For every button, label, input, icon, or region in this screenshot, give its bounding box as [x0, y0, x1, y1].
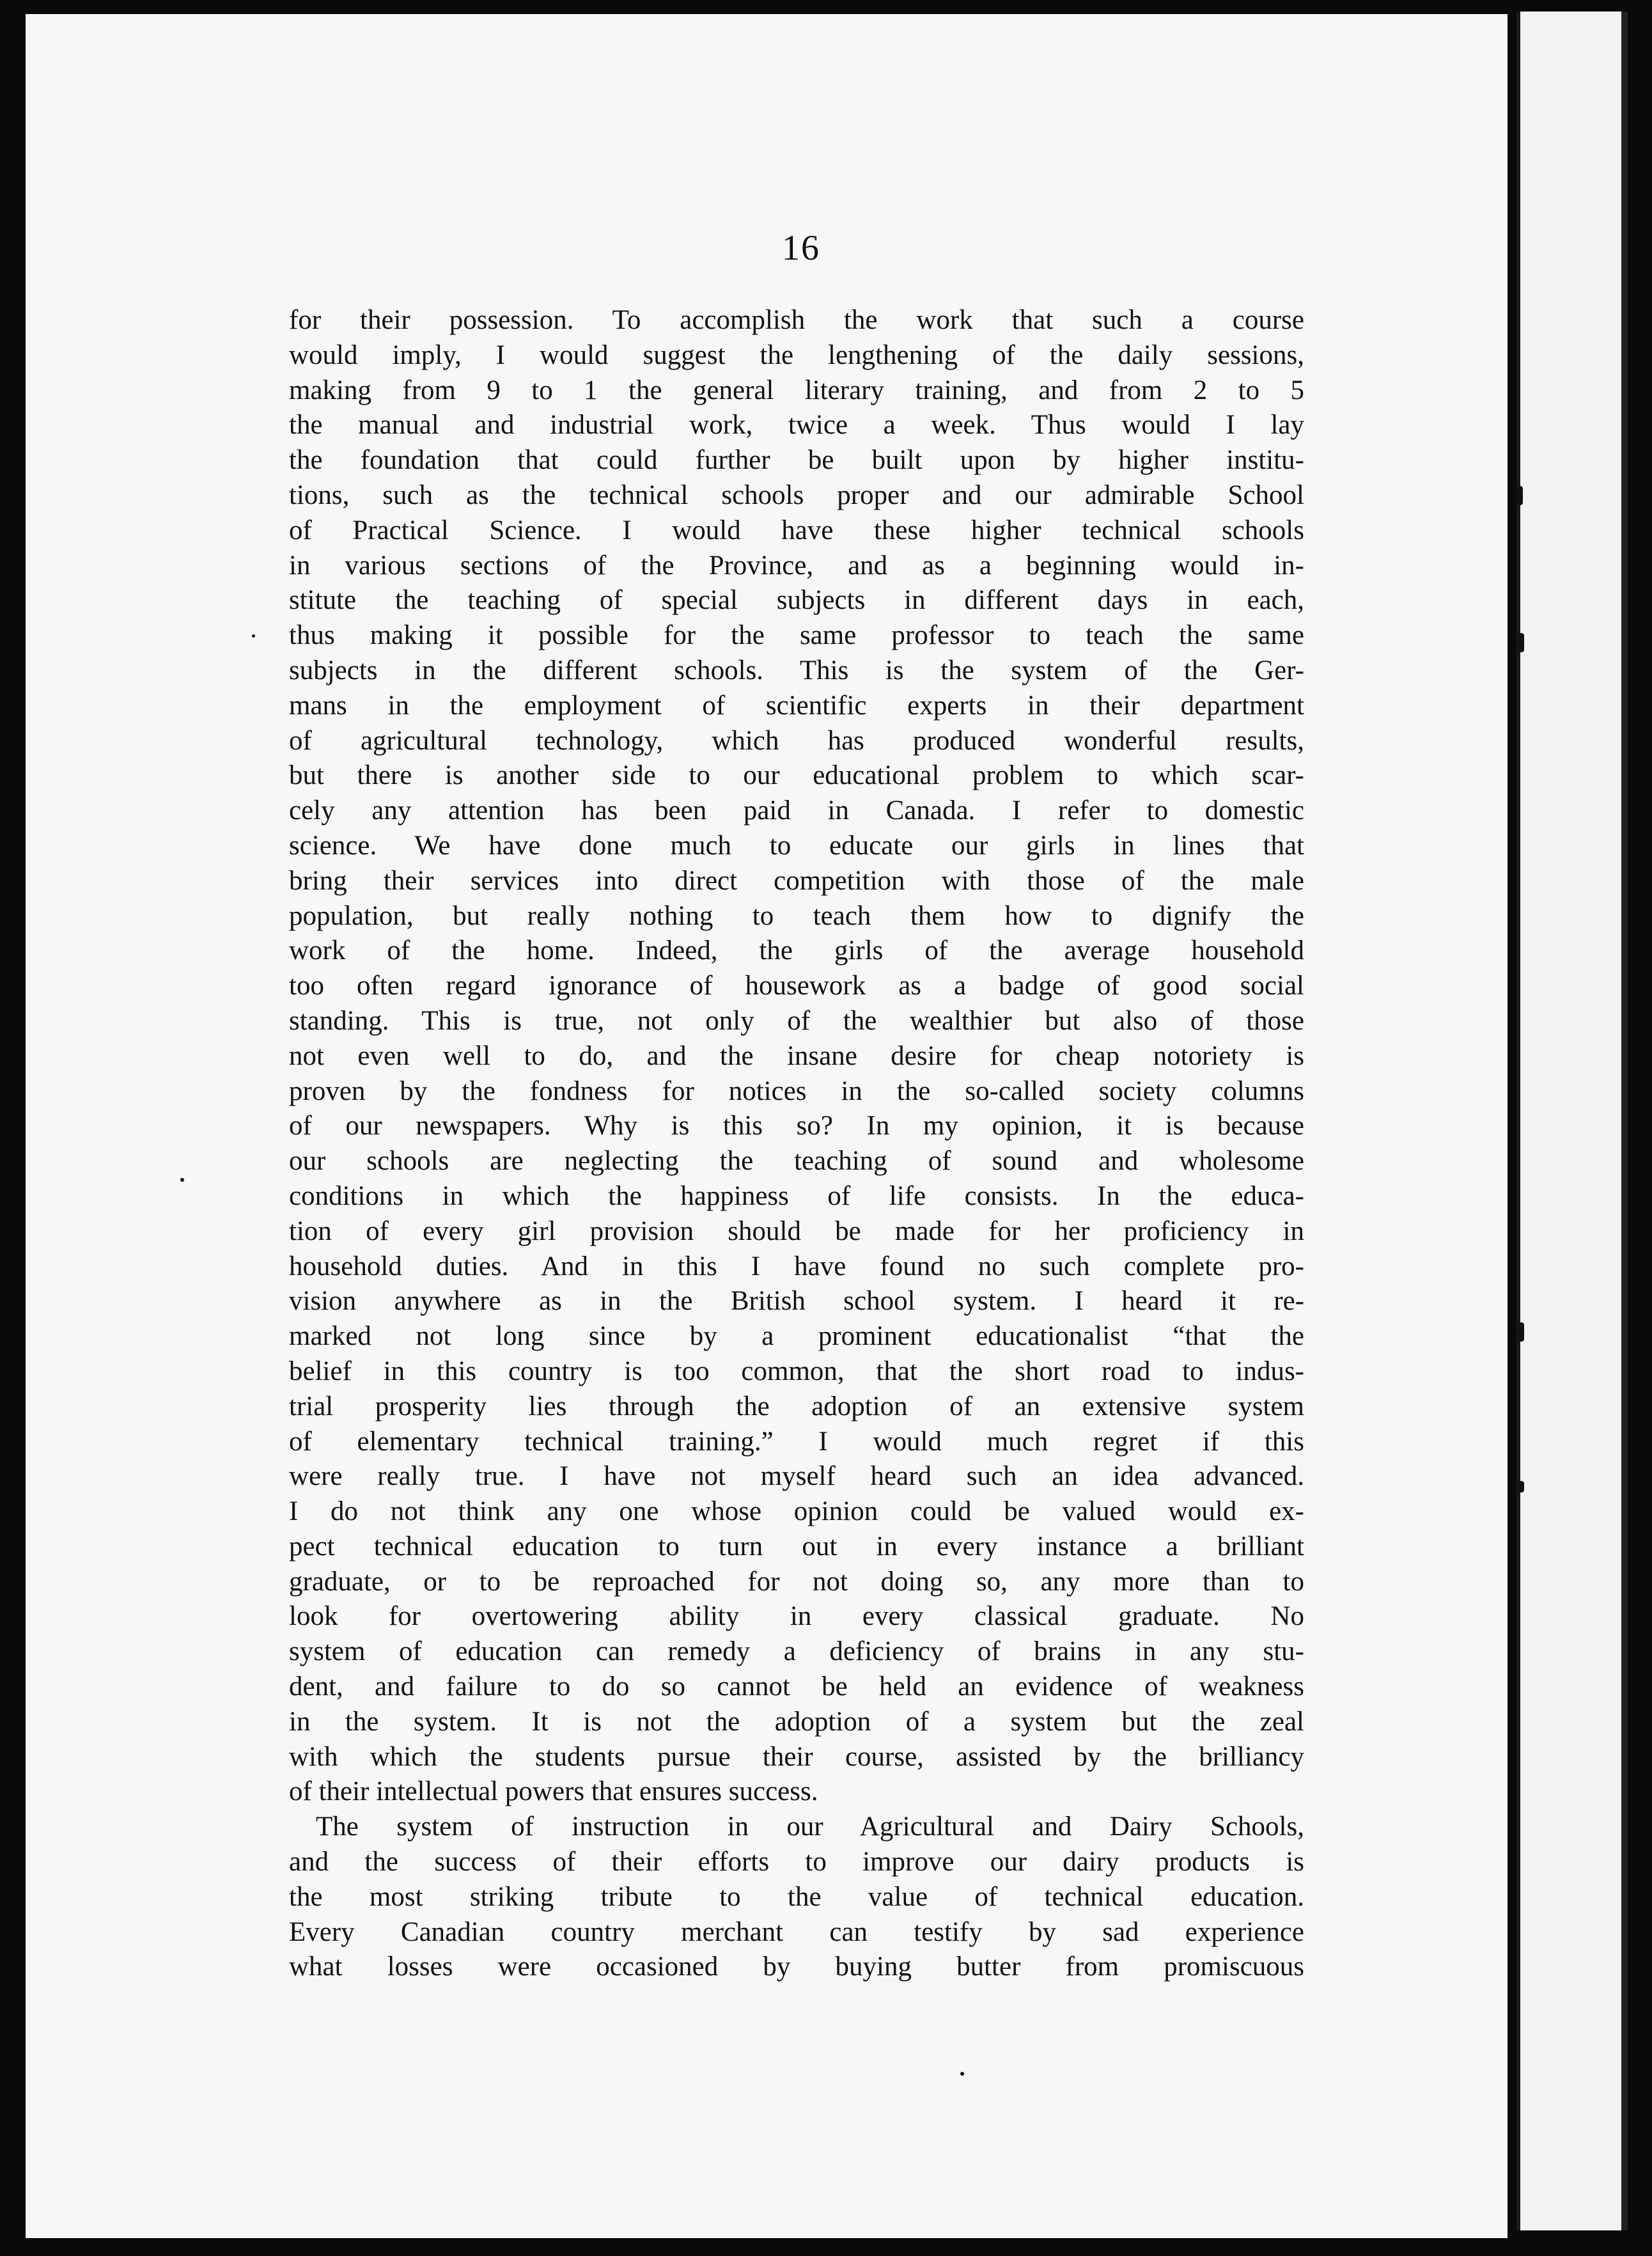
- text-line: in the system. It is not the adoption of a system but the zeal: [289, 1706, 1304, 1737]
- text-line: science. We have done much to educate our girls in lines that: [289, 830, 1304, 861]
- text-line: of elementary technical training.” I would much regret if this: [289, 1426, 1304, 1457]
- text-line: not even well to do, and the insane desire for cheap notoriety is: [289, 1040, 1304, 1071]
- text-line: stitute the teaching of special subjects in different days in each,: [289, 585, 1304, 616]
- binding-mark: [1518, 1481, 1524, 1492]
- binding-mark: [1516, 486, 1523, 505]
- text-line: Every Canadian country merchant can testify by sad experience: [289, 1916, 1304, 1947]
- text-line: The system of instruction in our Agricultural and Dairy Schools,: [316, 1812, 1304, 1842]
- paragraph: [289, 303, 1304, 1810]
- text-line: conditions in which the happiness of life consists. In the educa-: [289, 1180, 1304, 1211]
- text-line: tion of every girl provision should be made for her proficiency in: [289, 1216, 1304, 1246]
- text-line: household duties. And in this I have found no such complete pro-: [289, 1251, 1304, 1281]
- text-line: the manual and industrial work, twice a week. Thus would I lay: [289, 410, 1304, 441]
- text-line: what losses were occasioned by buying butter from promiscuous: [289, 1952, 1304, 1982]
- text-line: mans in the employment of scientific experts in their department: [289, 690, 1304, 721]
- text-line: belief in this country is too common, that the short road to indus-: [289, 1356, 1304, 1386]
- text-line: cely any attention has been paid in Canada. I refer to domestic: [289, 795, 1304, 826]
- text-line: tions, such as the technical schools proper and our admirable School: [289, 480, 1304, 510]
- text-line: of our newspapers. Why is this so? In my opinion, it is because: [289, 1111, 1304, 1141]
- text-line: the most striking tribute to the value of technical education.: [289, 1881, 1304, 1912]
- text-line: graduate, or to be reproached for not doing so, any more than to: [289, 1566, 1304, 1597]
- text-line: but there is another side to our educational problem to which scar-: [289, 760, 1304, 791]
- page-edge-shadow: [1621, 12, 1628, 2230]
- paragraph: [289, 1810, 1304, 1985]
- text-line: population, but really nothing to teach them how to dignify the: [289, 900, 1304, 931]
- adjacent-page-edge: [1516, 12, 1628, 2230]
- text-line: and the success of their efforts to improve our dairy products is: [289, 1847, 1304, 1877]
- binding-mark: [1518, 633, 1524, 652]
- scan-speck: [252, 634, 255, 638]
- scan-speck: [180, 1178, 184, 1182]
- binding-mark: [1518, 1322, 1524, 1342]
- scan-speck: [960, 2072, 964, 2076]
- text-line: of Practical Science. I would have these higher technical schools: [289, 515, 1304, 545]
- text-line: in various sections of the Province, and as a beginning would in-: [289, 550, 1304, 581]
- text-line: of agricultural technology, which has produced wonderful results,: [289, 725, 1304, 756]
- text-line: look for overtowering ability in every classical graduate. No: [289, 1601, 1304, 1632]
- text-line: making from 9 to 1 the general literary training, and from 2 to 5: [289, 375, 1304, 405]
- text-line: would imply, I would suggest the lengthening of the daily sessions,: [289, 340, 1304, 370]
- text-line: proven by the fondness for notices in the so-called society columns: [289, 1076, 1304, 1106]
- text-line: pect technical education to turn out in every instance a brilliant: [289, 1531, 1304, 1562]
- text-line: of their intellectual powers that ensures success.: [289, 1776, 818, 1807]
- text-line: dent, and failure to do so cannot be held an evidence of weakness: [289, 1672, 1304, 1702]
- text-line: work of the home. Indeed, the girls of the average household: [289, 936, 1304, 966]
- text-line: marked not long since by a prominent educationalist “that the: [289, 1321, 1304, 1352]
- body-text: [289, 303, 1304, 1985]
- text-line: our schools are neglecting the teaching of sound and wholesome: [289, 1146, 1304, 1177]
- text-line: too often regard ignorance of housework as a badge of good social: [289, 971, 1304, 1001]
- text-line: with which the students pursue their course, assisted by the brilliancy: [289, 1741, 1304, 1772]
- text-line: bring their services into direct competition with those of the male: [289, 865, 1304, 896]
- text-line: were really true. I have not myself heard such an idea advanced.: [289, 1461, 1304, 1492]
- text-line: vision anywhere as in the British school system. I heard it re-: [289, 1286, 1304, 1317]
- text-line: trial prosperity lies through the adoption of an extensive system: [289, 1391, 1304, 1422]
- page-number: 16: [782, 228, 820, 268]
- text-line: system of education can remedy a deficiency of brains in any stu-: [289, 1636, 1304, 1667]
- text-line: the foundation that could further be built upon by higher institu-: [289, 445, 1304, 476]
- text-line: subjects in the different schools. This is the system of the Ger-: [289, 655, 1304, 685]
- text-line: standing. This is true, not only of the wealthier but also of those: [289, 1005, 1304, 1036]
- text-line: thus making it possible for the same professor to teach the same: [289, 620, 1304, 651]
- scanned-page: [26, 14, 1508, 2238]
- text-line: I do not think any one whose opinion could be valued would ex-: [289, 1496, 1304, 1527]
- text-line: for their possession. To accomplish the work that such a course: [289, 305, 1304, 335]
